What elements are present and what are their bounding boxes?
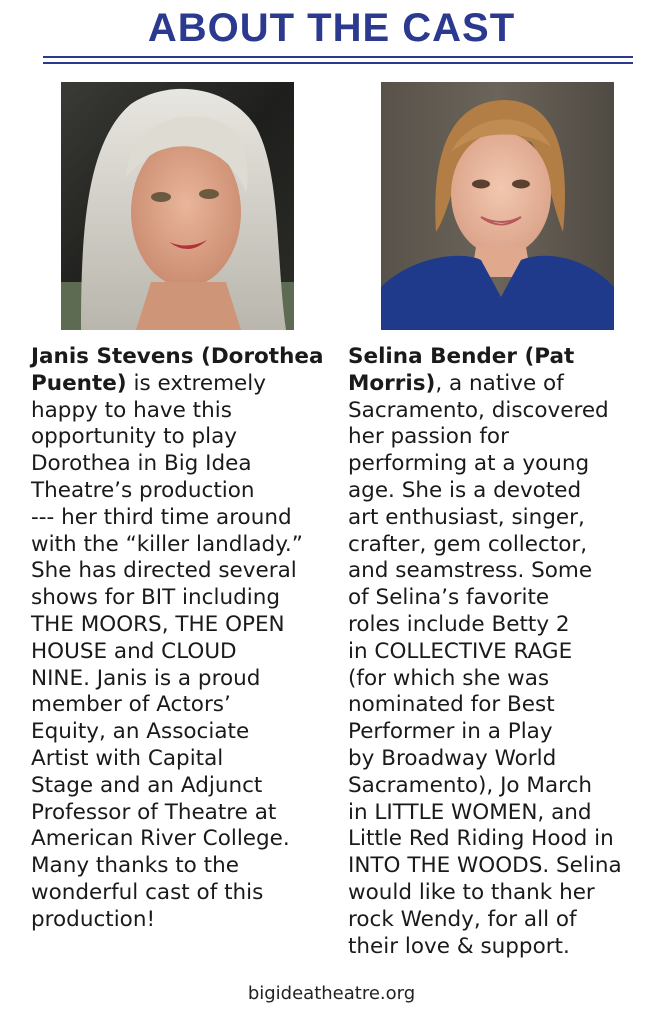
bio-line [31, 853, 324, 880]
bio-text: HOUSE and CLOUD [31, 638, 237, 664]
bio-line [348, 505, 622, 532]
bio-text: THE MOORS, THE OPEN [31, 611, 285, 637]
bio-text: her passion for [348, 424, 509, 450]
bio-line [31, 532, 324, 559]
bio-text: is extremely [126, 370, 266, 396]
bio-line [31, 371, 324, 398]
bio-text: Stage and an Adjunct [31, 772, 263, 798]
bio-text: Professor of Theatre at [31, 799, 277, 825]
bio-line [348, 880, 622, 907]
bio-text: Performer in a Play [348, 719, 553, 745]
bio-line [348, 639, 622, 666]
bio-line [31, 639, 324, 666]
bio-line [31, 612, 324, 639]
bio-line [348, 800, 622, 827]
bio-line [348, 558, 622, 585]
cast-name-text: Morris) [348, 370, 436, 396]
bio-text: member of Actors’ [31, 692, 231, 718]
bio-text: opportunity to play [31, 424, 238, 450]
bio-line [31, 907, 324, 934]
bio-line [31, 505, 324, 532]
bio-line [31, 800, 324, 827]
bio-line [348, 585, 622, 612]
bio-text: with the “killer landlady.” [31, 531, 303, 557]
cast-name-text: Janis Stevens (Dorothea [31, 344, 324, 369]
title-rule-top [43, 56, 633, 58]
bio-selina-bender [348, 344, 622, 960]
footer-website: bigideatheatre.org [247, 983, 416, 1004]
bio-janis-stevens [31, 344, 324, 934]
bio-line [348, 692, 622, 719]
bio-line [348, 478, 622, 505]
bio-text: Dorothea in Big Idea [31, 451, 252, 477]
bio-text: Sacramento), Jo March [348, 772, 592, 798]
bio-line [348, 344, 622, 371]
bio-text: rock Wendy, for all of [348, 906, 577, 932]
bio-text: wonderful cast of this [31, 879, 264, 905]
bio-line [31, 398, 324, 425]
bio-line [348, 773, 622, 800]
bio-text: by Broadway World [348, 745, 557, 771]
bio-line [348, 398, 622, 425]
bio-text: Sacramento, discovered [348, 397, 609, 423]
bio-text: roles include Betty 2 [348, 611, 570, 637]
bio-text: crafter, gem collector, [348, 531, 588, 557]
bio-text: performing at a young [348, 451, 590, 477]
bio-text: (for which she was [348, 665, 550, 691]
bio-text: , a native of [435, 370, 564, 396]
bio-text: Theatre’s production [31, 477, 255, 503]
bio-line [348, 424, 622, 451]
bio-text: art enthusiast, singer, [348, 504, 585, 530]
bio-line [31, 344, 324, 371]
bio-text: in LITTLE WOMEN, and [348, 799, 592, 825]
bio-text: age. She is a devoted [348, 477, 582, 503]
page-title: ABOUT THE CAST [147, 6, 516, 50]
bio-text: Equity, an Associate [31, 719, 250, 745]
bio-line [31, 719, 324, 746]
bio-line [31, 880, 324, 907]
bio-text: happy to have this [31, 397, 232, 423]
bio-line [348, 451, 622, 478]
bio-line [31, 451, 324, 478]
bio-line [348, 371, 622, 398]
bio-text: NINE. Janis is a proud [31, 665, 261, 691]
bio-line [348, 666, 622, 693]
bio-text: production! [31, 906, 156, 932]
bio-line [348, 907, 622, 934]
bio-text: Artist with Capital [31, 745, 224, 771]
bio-text: nominated for Best [348, 692, 555, 718]
bio-text: Little Red Riding Hood in [348, 826, 614, 852]
bio-text: American River College. [31, 826, 290, 852]
bio-line [31, 666, 324, 693]
portrait-janis-stevens [61, 82, 294, 330]
bio-text: --- her third time around [31, 504, 292, 530]
bio-line [348, 532, 622, 559]
bio-line [348, 719, 622, 746]
bio-text: would like to thank her [348, 879, 595, 905]
bio-line [348, 612, 622, 639]
bio-text: in COLLECTIVE RAGE [348, 638, 573, 664]
bio-line [348, 934, 622, 961]
bio-line [31, 746, 324, 773]
bio-text: and seamstress. Some [348, 558, 593, 584]
bio-text: their love & support. [348, 933, 570, 959]
bio-text: of Selina’s favorite [348, 585, 550, 611]
bio-line [31, 826, 324, 853]
portrait-selina-bender [381, 82, 614, 330]
bio-line [348, 826, 622, 853]
bio-line [31, 424, 324, 451]
cast-name-text: Puente) [31, 370, 127, 396]
bio-text: She has directed several [31, 558, 297, 584]
bio-text: INTO THE WOODS. Selina [348, 853, 622, 879]
bio-line [31, 773, 324, 800]
bio-text: Many thanks to the [31, 853, 239, 879]
bio-line [31, 692, 324, 719]
bio-line [348, 746, 622, 773]
title-rule-bottom [43, 62, 633, 64]
cast-name-text: Selina Bender (Pat [348, 344, 575, 369]
bio-line [31, 558, 324, 585]
bio-text: shows for BIT including [31, 585, 280, 611]
bio-line [31, 585, 324, 612]
bio-line [348, 853, 622, 880]
bio-line [31, 478, 324, 505]
